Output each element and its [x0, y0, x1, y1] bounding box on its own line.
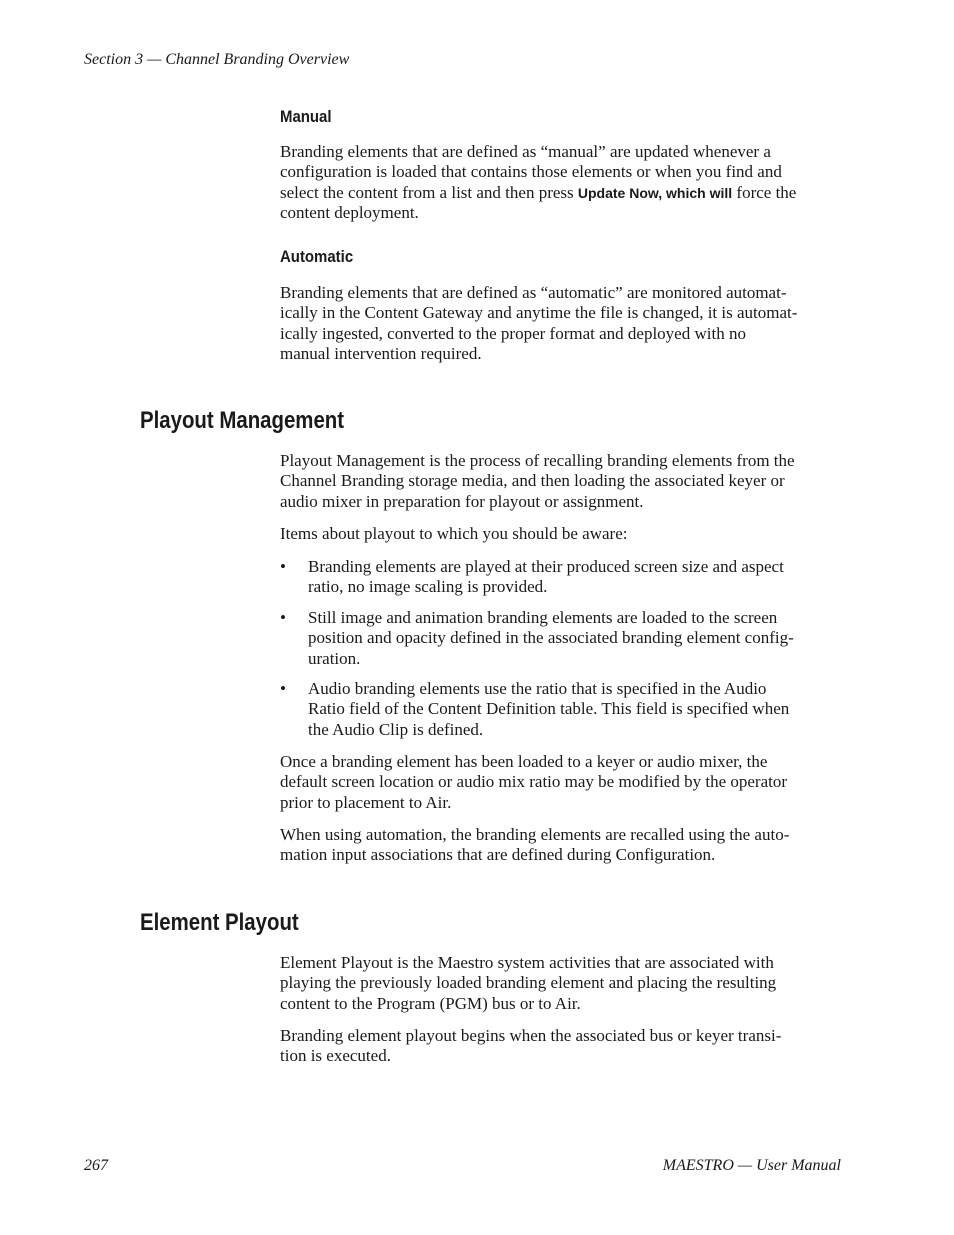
- manual-title-footer: MAESTRO — User Manual: [662, 1157, 841, 1174]
- automatic-text: Branding elements that are defined as “automatic” are monitored automat- ically in the Content Gateway and anytime the file is changed, it is automat- ically ingested, converted to the proper format and deployed with no manual intervention required.: [280, 283, 798, 364]
- bullet-text: Branding elements are played at their produced screen size and aspect ratio, no image scaling is provided.: [308, 557, 784, 597]
- playout-automation-text: When using automation, the branding elements are recalled using the auto- mation input associations that are defined during Configuration.: [280, 825, 790, 865]
- playout-loaded-text: Once a branding element has been loaded to a keyer or audio mixer, the default screen location or audio mix ratio may be modified by the operator prior to placement to Air.: [280, 752, 787, 812]
- automatic-paragraph: [280, 283, 845, 365]
- manual-heading: Manual: [280, 107, 332, 126]
- manual-text-before: Branding elements that are defined as “manual” are updated whenever a configuration is loaded that contains those elements or when you find and select the content from a list and then press: [280, 142, 782, 202]
- playout-lead-paragraph: [280, 524, 845, 544]
- bullet-icon: •: [280, 679, 286, 698]
- page-number: 267: [84, 1157, 108, 1174]
- running-header: Section 3 — Channel Branding Overview: [84, 51, 350, 68]
- element-playout-heading: Element Playout: [140, 909, 299, 936]
- manual-text-after: force the content deployment.: [280, 182, 797, 223]
- playout-management-heading: Playout Management: [140, 407, 345, 434]
- element-playout-paragraph-2: [280, 1026, 845, 1067]
- bullet-icon: •: [280, 557, 286, 576]
- playout-lead-text: Items about playout to which you should be aware:: [280, 524, 628, 543]
- playout-intro-paragraph: [280, 451, 845, 512]
- element-playout-text-2: Branding element playout begins when the associated bus or keyer transi- tion is executed.: [280, 1026, 782, 1066]
- playout-intro-text: Playout Management is the process of recalling branding elements from the Channel Branding storage media, and then loading the associated keyer or audio mixer in preparation for playout or assignment.: [280, 451, 795, 511]
- playout-loaded-paragraph: [280, 752, 845, 813]
- bullet-text: Still image and animation branding elements are loaded to the screen position and opacity defined in the associated branding element config- uration.: [308, 608, 794, 668]
- update-now-label: Update Now, which will: [577, 184, 733, 201]
- playout-automation-paragraph: [280, 825, 845, 866]
- manual-paragraph: [280, 142, 845, 224]
- element-playout-text-1: Element Playout is the Maestro system activities that are associated with playing the previously loaded branding element and placing the resulting content to the Program (PGM) bus or to Air.: [280, 953, 777, 1013]
- bullet-icon: •: [280, 608, 286, 627]
- automatic-heading: Automatic: [280, 247, 354, 266]
- bullet-text: Audio branding elements use the ratio that is specified in the Audio Ratio field of the Content Definition table. This field is specified when the Audio Clip is defined.: [308, 679, 790, 739]
- element-playout-paragraph-1: [280, 953, 845, 1014]
